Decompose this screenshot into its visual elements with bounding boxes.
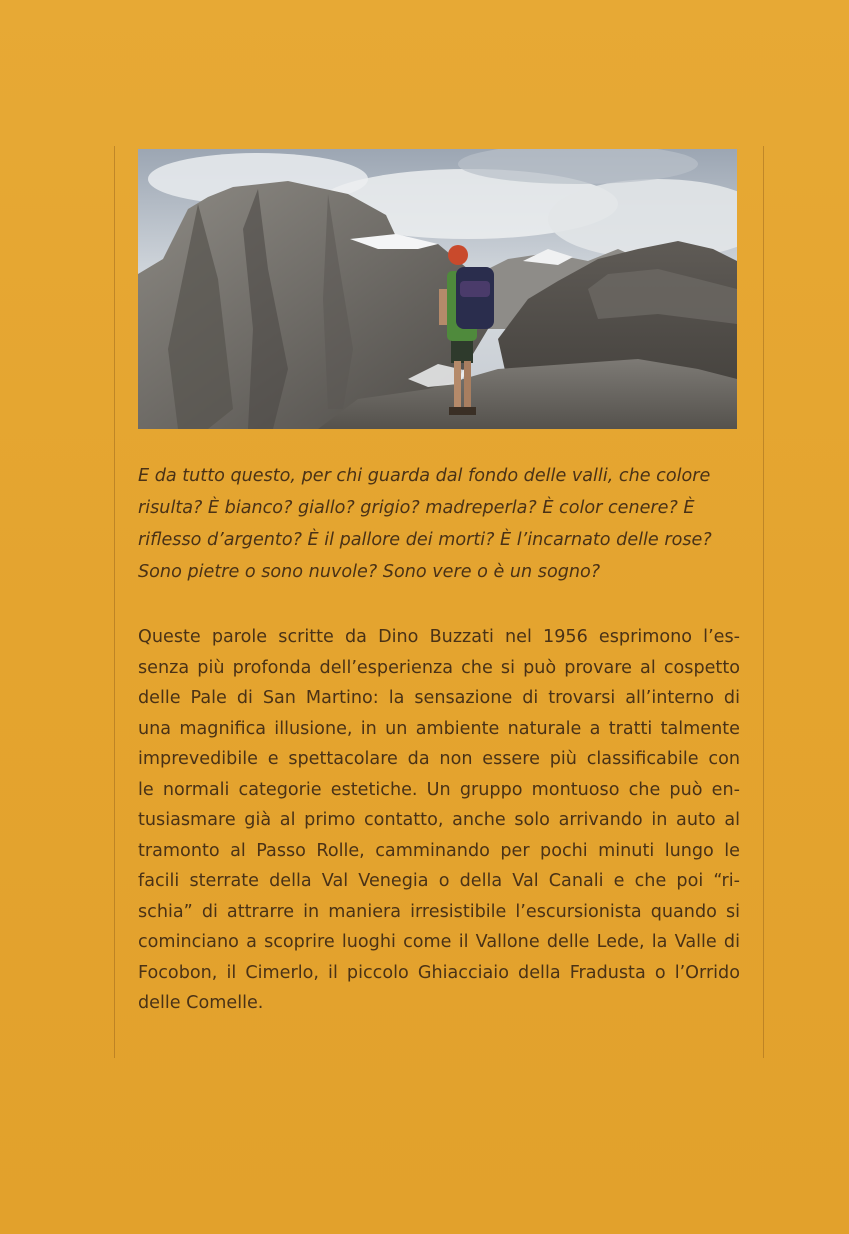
paragraph-line: Queste parole scritte da Dino Buzzati nel 1956 esprimono l’es- <box>138 627 740 647</box>
paragraph-line: le normali categorie estetiche. Un gruppo montuoso che può en- <box>138 779 740 800</box>
paragraph-line: cominciano a scoprire luoghi come il Vallone delle Lede, la Valle di <box>138 932 740 952</box>
description-paragraph <box>138 622 740 1019</box>
quote-line: riflesso d’argento? È il pallore dei morti? È l’incarnato delle rose? <box>138 530 712 550</box>
paragraph-line: delle Comelle. <box>138 993 264 1013</box>
paragraph-line: una magnifica illusione, in un ambiente naturale a tratti talmente <box>138 718 740 739</box>
quote-line: Sono pietre o sono nuvole? Sono vere o è un sogno? <box>138 562 601 582</box>
paragraph-line: imprevedibile e spettacolare da non essere più classificabile con <box>138 749 740 769</box>
quote-line: risulta? È bianco? giallo? grigio? madreperla? È color cenere? È <box>138 498 695 518</box>
paragraph-line: delle Pale di San Martino: la sensazione di trovarsi all’interno di <box>138 688 740 708</box>
mountain-hiker-photo <box>138 149 737 429</box>
quote-line: E da tutto questo, per chi guarda dal fondo delle valli, che colore <box>138 466 711 486</box>
paragraph-line: facili sterrate della Val Venegia o della Val Canali e che poi “ri- <box>138 871 740 891</box>
paragraph-line: tramonto al Passo Rolle, camminando per pochi minuti lungo le <box>138 840 740 861</box>
right-margin-rule <box>763 146 764 1058</box>
paragraph-line: Focobon, il Cimerlo, il piccolo Ghiacciaio della Fradusta o l’Orrido <box>138 962 740 983</box>
left-margin-rule <box>114 146 115 1058</box>
buzzati-quote <box>138 460 740 588</box>
paragraph-line: tusiasmare già al primo contatto, anche solo arrivando in auto al <box>138 810 740 830</box>
paragraph-line: senza più profonda dell’esperienza che si può provare al cospetto <box>138 657 740 678</box>
paragraph-line: schia” di attrarre in maniera irresistibile l’escursionista quando si <box>138 901 740 922</box>
